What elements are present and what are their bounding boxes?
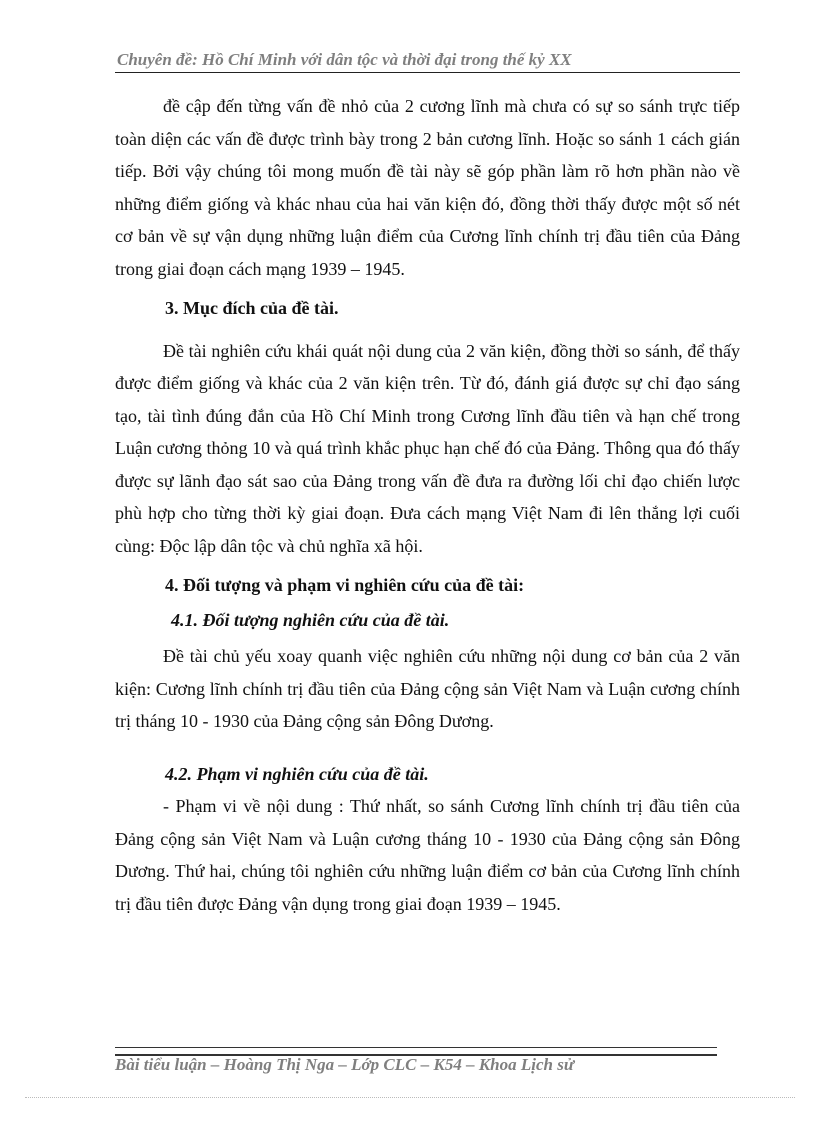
heading-section-4-1: 4.1. Đối tượng nghiên cứu của đề tài. xyxy=(171,609,450,630)
paragraph-scope: - Phạm vi về nội dung : Thứ nhất, so sánh Cương lĩnh chính trị đầu tiên của Đảng cộng sản Việt Nam và Luận cương tháng 10 - 1930 của Đảng cộng sản Đông Dương. Thứ hai, chúng tôi nghiên cứu những luận điểm cơ bản của Cương lĩnh chính trị đầu tiên được Đảng vận dụng trong giai đoạn 1939 – 1945. xyxy=(115,796,740,914)
footer-text: Bài tiểu luận – Hoàng Thị Nga – Lớp CLC – K54 – Khoa Lịch sử xyxy=(115,1055,575,1074)
paragraph-purpose: Đề tài nghiên cứu khái quát nội dung của 2 văn kiện, đồng thời so sánh, để thấy được điểm giống và khác của 2 văn kiện trên. Từ đó, đánh giá được sự chỉ đạo sáng tạo, tài tình đúng đắn của Hồ Chí Minh trong Cương lĩnh đầu tiên và hạn chế trong Luận cương thỏng 10 và quá trình khắc phục hạn chế đó của Đảng. Thông qua đó thấy được sự lãnh đạo sát sao của Đảng trong vấn đề đưa ra đường lối chỉ đạo chiến lược phù hợp cho từng thời kỳ giai đoạn. Đưa cách mạng Việt Nam đi lên thắng lợi cuối cùng: Độc lập dân tộc và chủ nghĩa xã hội. xyxy=(115,340,740,556)
heading-section-4-2: 4.2. Phạm vi nghiên cứu của đề tài. xyxy=(165,763,429,784)
document-body xyxy=(115,90,740,920)
header-title: Chuyên đề: Hồ Chí Minh với dân tộc và thời đại trong thế kỷ XX xyxy=(117,50,572,69)
paragraph-intro-continued: đề cập đến từng vấn đề nhỏ của 2 cương lĩnh mà chưa có sự so sánh trực tiếp toàn diện các vấn đề được trình bày trong 2 bản cương lĩnh. Hoặc so sánh 1 cách gián tiếp. Bởi vậy chúng tôi mong muốn đề tài này sẽ góp phần làm rõ hơn phần nào về những điểm giống và khác nhau của hai văn kiện đó, đồng thời thấy được một số nét cơ bản về sự vận dụng những luận điểm của Cương lĩnh chính trị đầu tiên của Đảng trong giai đoạn cách mạng 1939 – 1945. xyxy=(115,96,740,279)
heading-section-3: 3. Mục đích của đề tài. xyxy=(165,298,339,318)
heading-section-4: 4. Đối tượng và phạm vi nghiên cứu của đề tài: xyxy=(165,575,525,595)
page-header xyxy=(115,48,740,73)
page-bottom-border xyxy=(25,1097,795,1098)
paragraph-subject: Đề tài chủ yếu xoay quanh việc nghiên cứu những nội dung cơ bản của 2 văn kiện: Cương lĩnh chính trị đầu tiên của Đảng cộng sản Việt Nam và Luận cương chính trị tháng 10 - 1930 của Đảng cộng sản Đông Dương. xyxy=(115,646,740,731)
